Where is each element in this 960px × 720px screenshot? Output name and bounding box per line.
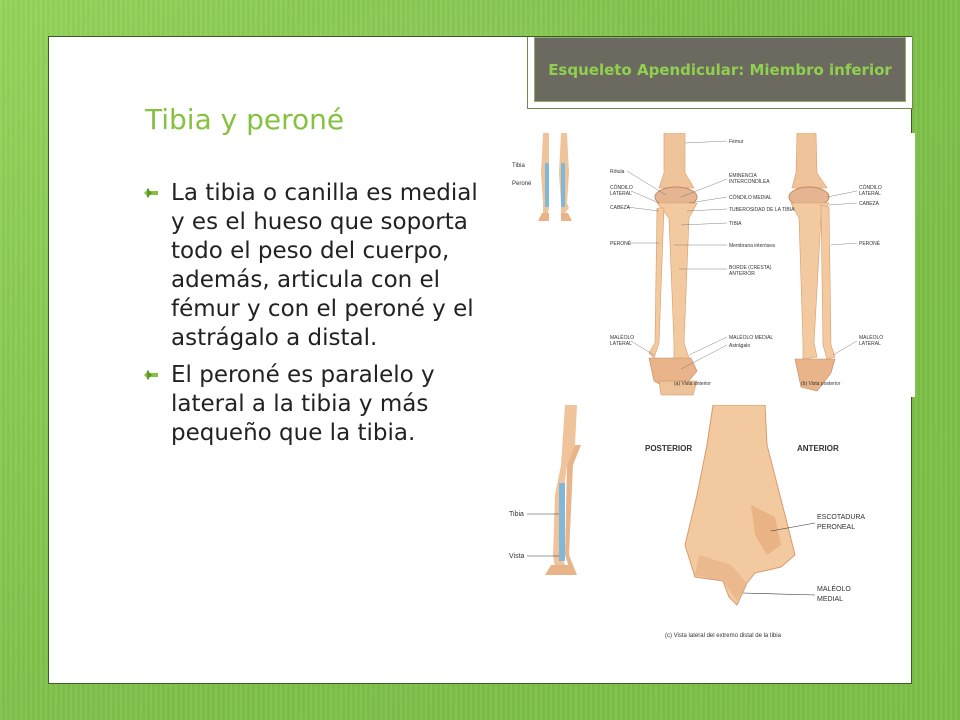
label-rotula: Rótula [610, 169, 625, 175]
right-labels [859, 184, 883, 347]
small-label-vista: Vista [509, 553, 525, 560]
label-maleolo: MALÉOLO [610, 335, 635, 341]
leg-bones-anterior-posterior-figure [509, 133, 915, 397]
label-anterior-bottom: ANTERIOR [797, 444, 839, 453]
left-labels [610, 169, 634, 347]
label-maleolo-lateral-right: LATERAL [859, 341, 881, 347]
header-title: Esqueleto Apendicular: Miembro inferior [548, 60, 892, 79]
label-condilo-medial: CÓNDILO MEDIAL [729, 195, 772, 201]
label-membrana: Membrana interósea [729, 243, 775, 249]
tibia-distal-lateral-figure [485, 405, 893, 645]
label-intercondilea: INTERCONDÍLEA [729, 179, 770, 185]
right-leader-lines [827, 191, 857, 355]
small-label-perone: Peroné [512, 181, 532, 187]
label-cabeza: CABEZA [610, 205, 631, 211]
label-borde: BORDE (CRESTA) [729, 265, 772, 271]
label-maleolo-right: MALÉOLO [859, 335, 884, 341]
label-lateral: LATERAL [610, 191, 632, 197]
label-maleolo-lateral: LATERAL [610, 341, 632, 347]
anterior-view [649, 133, 697, 395]
bullet-icon [143, 185, 159, 201]
label-posterior: POSTERIOR [645, 444, 693, 453]
label-peroneal: PERONEAL [817, 524, 856, 531]
caption-lateral: (c) Vista lateral del extremo distal de la tibia [665, 633, 781, 639]
slide-title: Tibia y peroné [145, 103, 345, 136]
posterior-view [789, 133, 835, 391]
label-maleolo-medial: MALÉOLO MEDIAL [729, 335, 774, 341]
small-leg-silhouette [545, 405, 581, 575]
label-astragalo: Astrágalo [729, 343, 751, 349]
label-maleolo-bottom: MALÉOLO [817, 586, 851, 593]
header-tab [527, 37, 913, 109]
distal-tibia-bone [685, 405, 795, 605]
label-femur: Fémur [729, 139, 744, 145]
bullet-text: La tibia o canilla es medial y es el hueso que soporta todo el peso del cuerpo, además, articula con el fémur y con el peroné y el astrágalo a distal. [171, 180, 478, 351]
label-condilo: CÓNDILO [610, 185, 633, 191]
label-escotadura: ESCOTADURA [817, 514, 866, 521]
label-tuberosidad: TUBEROSIDAD DE LA TIBIA [729, 207, 795, 213]
center-labels [729, 139, 795, 349]
slide-canvas [48, 36, 912, 684]
bullet-text: El peroné es paralelo y lateral a la tibia y más pequeño que la tibia. [171, 362, 435, 446]
caption-anterior: (a) Vista anterior [674, 381, 711, 387]
bullet-item [143, 179, 483, 353]
small-label-tibia: Tibia [512, 163, 525, 169]
label-condilo-right: CÓNDILO [859, 185, 882, 191]
label-perone: PERONÉ [610, 241, 632, 247]
label-cabeza-right: CABEZA [859, 201, 880, 207]
header-tab-box [534, 37, 906, 102]
bullet-list [143, 179, 483, 456]
bullet-item [143, 361, 483, 448]
small-label-tibia-bottom: Tibia [509, 511, 524, 518]
label-anterior: ANTERIOR [729, 271, 755, 277]
bullet-icon [143, 367, 159, 383]
figures-area [509, 133, 915, 643]
label-perone-right: PERONÉ [859, 241, 881, 247]
label-lateral-right: LATERAL [859, 191, 881, 197]
label-eminencia: EMINENCIA [729, 173, 757, 179]
label-medial-bottom: MEDIAL [817, 596, 844, 603]
small-leg-icon [538, 133, 572, 221]
label-tibia: TIBIA [729, 221, 742, 227]
caption-posterior: (b) Vista posterior [801, 381, 841, 387]
